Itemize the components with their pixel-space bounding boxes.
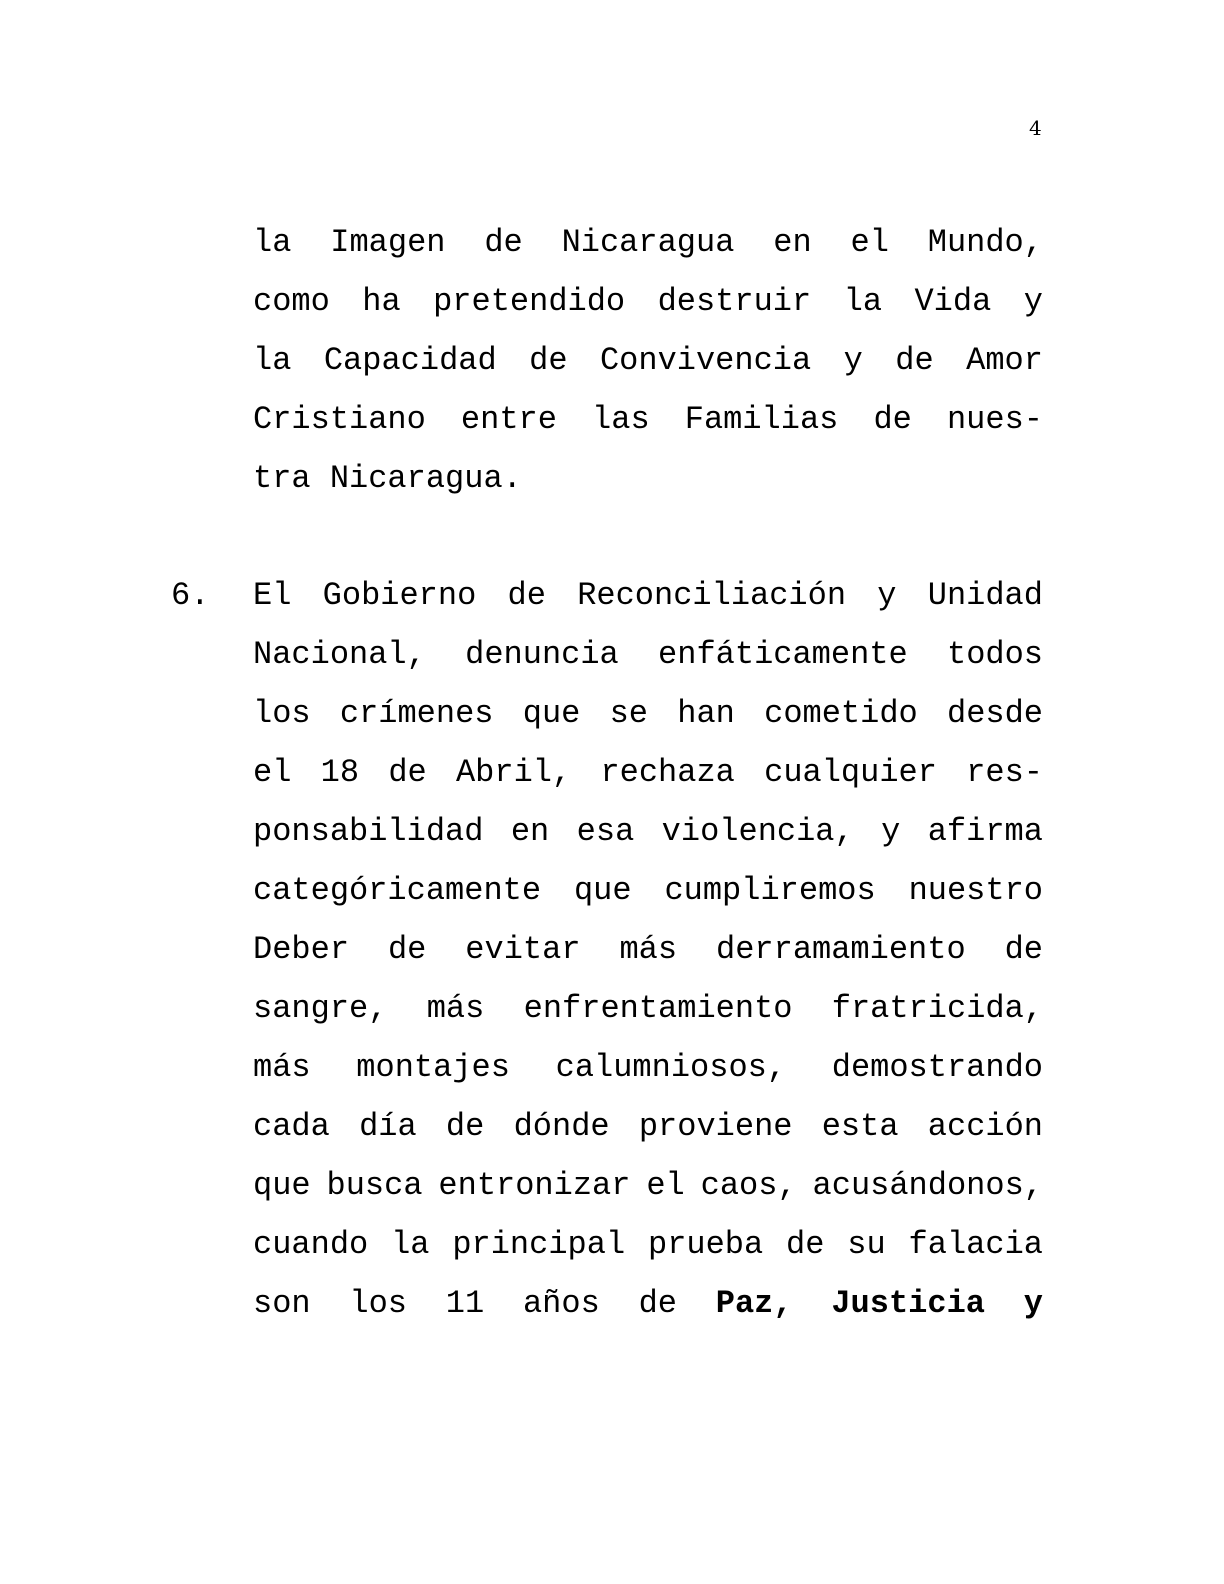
word: de [529,342,568,379]
text-line [253,802,1043,861]
word: violencia, [661,813,854,850]
word: que [573,872,632,909]
word: Deber [253,931,350,968]
word: El [253,577,292,614]
word: su [847,1226,886,1263]
word: montajes [356,1049,510,1086]
word: la [253,224,292,261]
word: Mundo, [927,224,1043,261]
word: y [877,577,897,614]
word: Nicaragua [561,224,735,261]
word: nues- [946,401,1043,438]
word: principal [452,1226,626,1263]
word: afirma [927,813,1043,850]
word: en [510,813,550,850]
word: tra Nicaragua. [253,460,522,497]
text-line [253,566,1043,625]
word: categóricamente [253,872,542,909]
word: y [1023,283,1043,320]
word: Justicia [831,1285,985,1322]
word: cuando [253,1226,369,1263]
word: evitar [465,931,581,968]
text-line [253,1274,1043,1333]
word: Convivencia [599,342,812,379]
text-line [253,1215,1043,1274]
word: caos, [700,1167,797,1204]
word: han [677,695,735,732]
word: Capacidad [323,342,497,379]
word: la [391,1226,430,1263]
word: el [253,754,292,791]
word: denuncia [465,636,619,673]
word: las [592,401,650,438]
word: y [843,342,863,379]
word: prueba [647,1226,764,1263]
word: esta [821,1108,899,1145]
text-line [253,743,1043,802]
word: de [388,754,427,791]
word: Paz, [715,1285,793,1322]
word: años [522,1285,600,1322]
text-line [253,861,1043,920]
word: de [638,1285,677,1322]
word: más [253,1049,311,1086]
word: falacia [908,1226,1043,1263]
item-number: 6. [171,577,210,614]
word: esa [576,813,635,850]
word: más [426,990,485,1027]
word: Vida [914,283,992,320]
word: Amor [966,342,1043,379]
word: demostrando [831,1049,1043,1086]
word: ha [362,283,401,320]
text-line [253,213,1043,272]
word: de [895,342,934,379]
word: Reconciliación [577,577,847,614]
word: crímenes [339,695,494,732]
word: el [646,1167,685,1204]
word: y [1023,1285,1043,1322]
word: fratricida, [831,990,1043,1027]
word: acusándonos, [812,1167,1043,1204]
text-line [253,1156,1043,1215]
word: día [359,1108,417,1145]
text-line [253,390,1043,449]
word: 11 [445,1285,485,1322]
word: Gobierno [322,577,477,614]
text-line [253,920,1043,979]
word: res- [966,754,1043,791]
word: los [349,1285,407,1322]
word: pretendido [433,283,626,320]
word: que [253,1167,311,1204]
word: la [253,342,292,379]
word: de [484,224,523,261]
text-line [253,449,1043,508]
word: más [619,931,678,968]
word: enfáticamente [658,636,908,673]
word: de [387,931,427,968]
word: en [773,224,812,261]
word: la [843,283,883,320]
word: calumniosos, [555,1049,787,1086]
word: el [850,224,889,261]
word: nuestro [908,872,1043,909]
text-line [253,1097,1043,1156]
word: derramamiento [716,931,966,968]
word: como [253,283,330,320]
word: sangre, [253,990,388,1027]
word: y [881,813,901,850]
word: rechaza [600,754,735,791]
word: que [522,695,581,732]
page-number: 4 [1029,116,1042,140]
paragraph-continued [253,213,1043,508]
text-line [253,1038,1043,1097]
word: destruir [657,283,812,320]
word: de [873,401,912,438]
word: enfrentamiento [523,990,793,1027]
text-line [253,331,1043,390]
word: proviene [638,1108,793,1145]
word: cumpliremos [664,872,876,909]
word: Unidad [927,577,1043,614]
word: de [507,577,546,614]
word: los [253,695,311,732]
text-line [253,625,1043,684]
text-line [253,272,1043,331]
word: entronizar [438,1167,631,1204]
word: Familias [684,401,839,438]
word: Nacional, [253,636,426,673]
word: de [445,1108,485,1145]
word: desde [946,695,1043,732]
word: Imagen [330,224,446,261]
text-line [253,979,1043,1038]
word: ponsabilidad [253,813,484,850]
word: son [253,1285,311,1322]
word: acción [927,1108,1043,1145]
word: entre [460,401,557,438]
word: cualquier [764,754,937,791]
word: de [786,1226,825,1263]
word: se [609,695,648,732]
word: busca [326,1167,423,1204]
word: dónde [513,1108,610,1145]
item-6-paragraph [253,566,1043,1333]
word: Abril, [455,754,572,791]
word: Cristiano [253,401,426,438]
word: todos [946,636,1043,673]
word: cometido [764,695,918,732]
word: cada [253,1108,330,1145]
word: 18 [320,754,360,791]
text-line [253,684,1043,743]
word: de [1004,931,1043,968]
